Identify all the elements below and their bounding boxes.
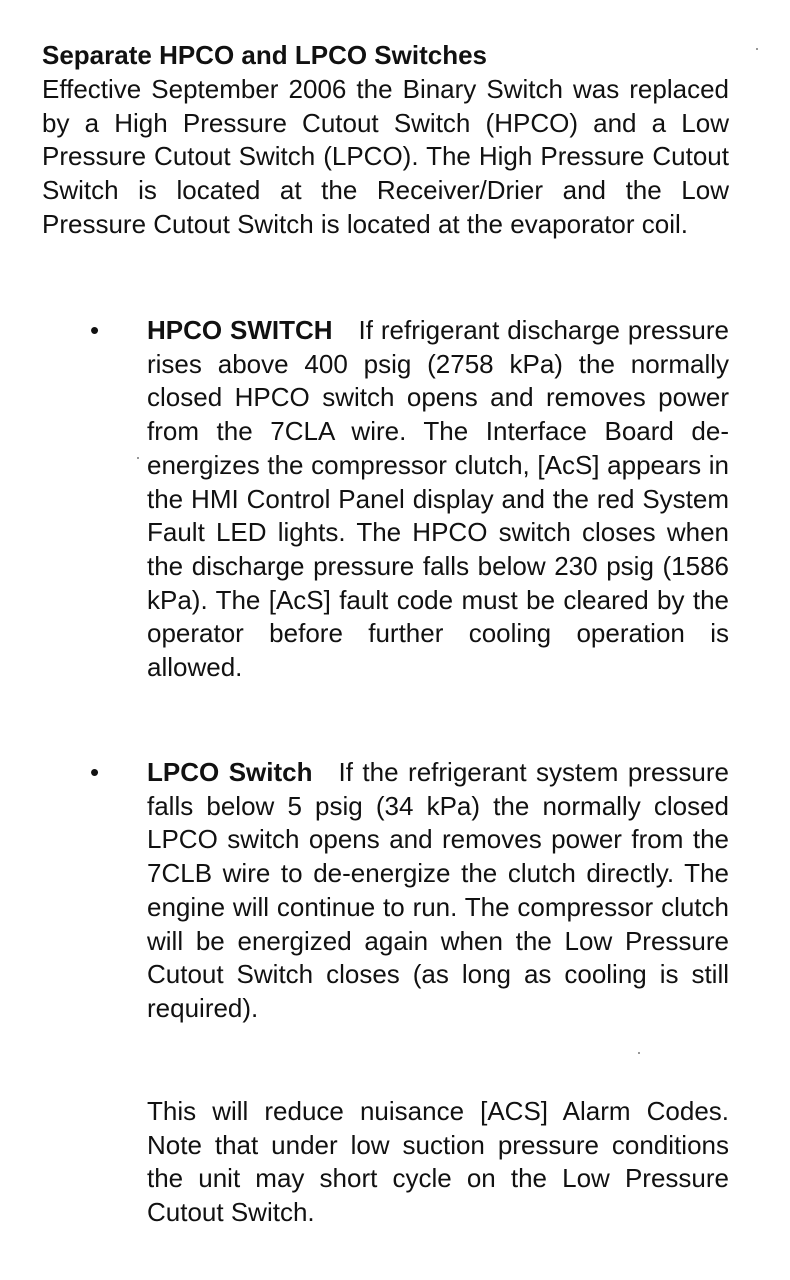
intro-paragraph: Effective September 2006 the Binary Switch was replaced by a High Pressure Cutout Switch (HPCO) and a Low Pressure Cutout Switch (LPCO). The High Pressure Cutout Switch is located at the Receiver/Drier and the Low Pressure Cutout Switch is located at the evaporator coil. bbox=[42, 74, 729, 239]
scan-speck bbox=[756, 48, 758, 50]
bullet-marker: • bbox=[90, 315, 100, 345]
section-heading: Separate HPCO and LPCO Switches bbox=[42, 40, 488, 70]
lpco-label: LPCO Switch bbox=[147, 757, 313, 787]
hpco-description: If refrigerant discharge pressure rises above 400 psig (2758 kPa) the normally closed HPCO switch opens and removes power from the 7CLA wire. The Interface Board de-energizes the compressor clutch, [AcS] appears in the HMI Control Panel display and the red System Fault LED lights. The HPCO switch closes when the discharge pressure falls below 230 psig (1586 kPa). The [AcS] fault code must be cleared by the operator before further cooling operation is allowed. bbox=[147, 315, 729, 683]
lpco-bullet-item bbox=[147, 756, 729, 1026]
hpco-label: HPCO SWITCH bbox=[147, 315, 333, 345]
hpco-bullet-item bbox=[147, 314, 729, 685]
note-paragraph: This will reduce nuisance [ACS] Alarm Codes. Note that under low suction pressure conditions the unit may short cycle on the Low Pressure Cutout Switch. bbox=[147, 1096, 729, 1228]
scan-speck bbox=[137, 457, 139, 459]
lpco-description: If the refrigerant system pressure falls below 5 psig (34 kPa) the normally closed LPCO switch opens and removes power from the 7CLB wire to de-energize the clutch directly. The engine will continue to run. The compressor clutch will be energized again when the Low Pressure Cutout Switch closes (as long as cooling is still required). bbox=[147, 757, 729, 1023]
bullet-marker: • bbox=[90, 757, 100, 787]
scan-speck bbox=[638, 1052, 640, 1054]
